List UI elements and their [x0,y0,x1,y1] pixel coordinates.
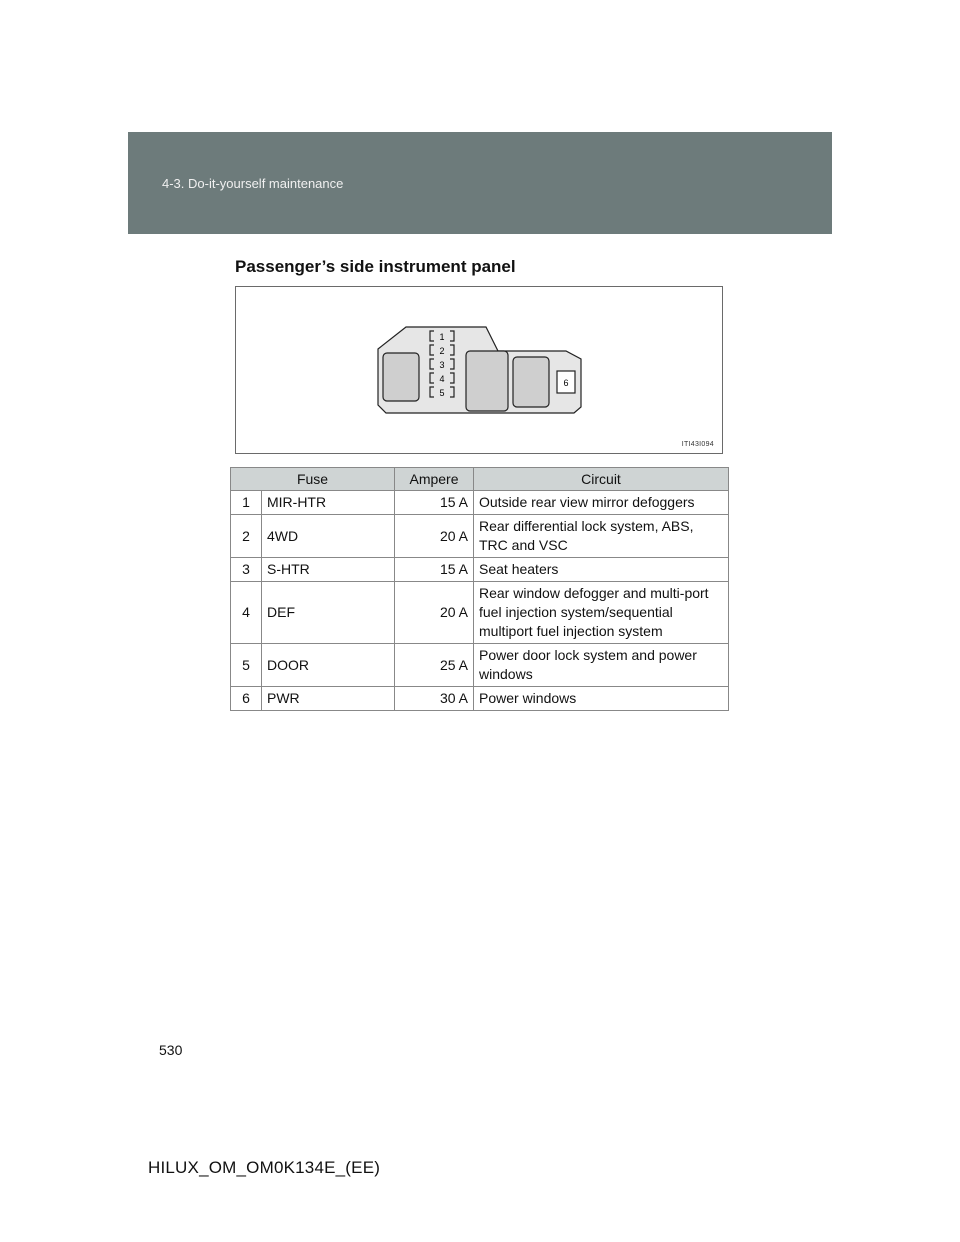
fuse-name: 4WD [262,515,395,558]
fuse-name: MIR-HTR [262,491,395,515]
fuse-label-5: 5 [439,388,445,398]
relay-block-right [513,357,549,407]
fuse-name: S-HTR [262,558,395,582]
fuse-circuit: Rear differential lock system, ABS, TRC and VSC [474,515,729,558]
fuse-box-figure [235,286,723,454]
fuse-number: 6 [231,687,262,711]
fuse-circuit: Outside rear view mirror defoggers [474,491,729,515]
table-row [231,644,729,687]
fuse-number: 3 [231,558,262,582]
fuse-number: 4 [231,582,262,644]
fuse-circuit: Power door lock system and power windows [474,644,729,687]
fuse-box-diagram [236,287,724,455]
fuse-name: PWR [262,687,395,711]
fuse-label-3: 3 [439,360,445,370]
fuse-table [230,467,729,711]
table-row [231,515,729,558]
table-header-row [231,468,729,491]
header-fuse: Fuse [231,468,395,491]
fuse-ampere: 15 A [395,558,474,582]
table-row [231,582,729,644]
fuse-label-1: 1 [439,332,445,342]
relay-block-left [383,353,419,401]
fuse-name: DOOR [262,644,395,687]
page-title: Passenger’s side instrument panel [235,257,516,276]
fuse-circuit: Seat heaters [474,558,729,582]
table-row [231,687,729,711]
table-row [231,491,729,515]
table-row [231,558,729,582]
relay-block-center [466,351,508,411]
section-header: 4-3. Do-it-yourself maintenance [162,176,344,191]
fuse-number: 1 [231,491,262,515]
fuse-number: 5 [231,644,262,687]
fuse-ampere: 20 A [395,582,474,644]
fuse-name: DEF [262,582,395,644]
fuse-circuit: Power windows [474,687,729,711]
fuse-number: 2 [231,515,262,558]
fuse-circuit: Rear window defogger and multi-port fuel injection system/sequential multiport fuel injection system [474,582,729,644]
document-code: HILUX_OM_OM0K134E_(EE) [148,1158,381,1177]
fuse-ampere: 15 A [395,491,474,515]
fuse-ampere: 20 A [395,515,474,558]
page-number: 530 [159,1042,183,1058]
fuse-label-6: 6 [563,378,569,388]
figure-code: ITI43I094 [681,441,714,448]
fuse-ampere: 30 A [395,687,474,711]
header-ampere: Ampere [395,468,474,491]
fuse-label-2: 2 [439,346,445,356]
fuse-label-4: 4 [439,374,445,384]
header-circuit: Circuit [474,468,729,491]
fuse-ampere: 25 A [395,644,474,687]
